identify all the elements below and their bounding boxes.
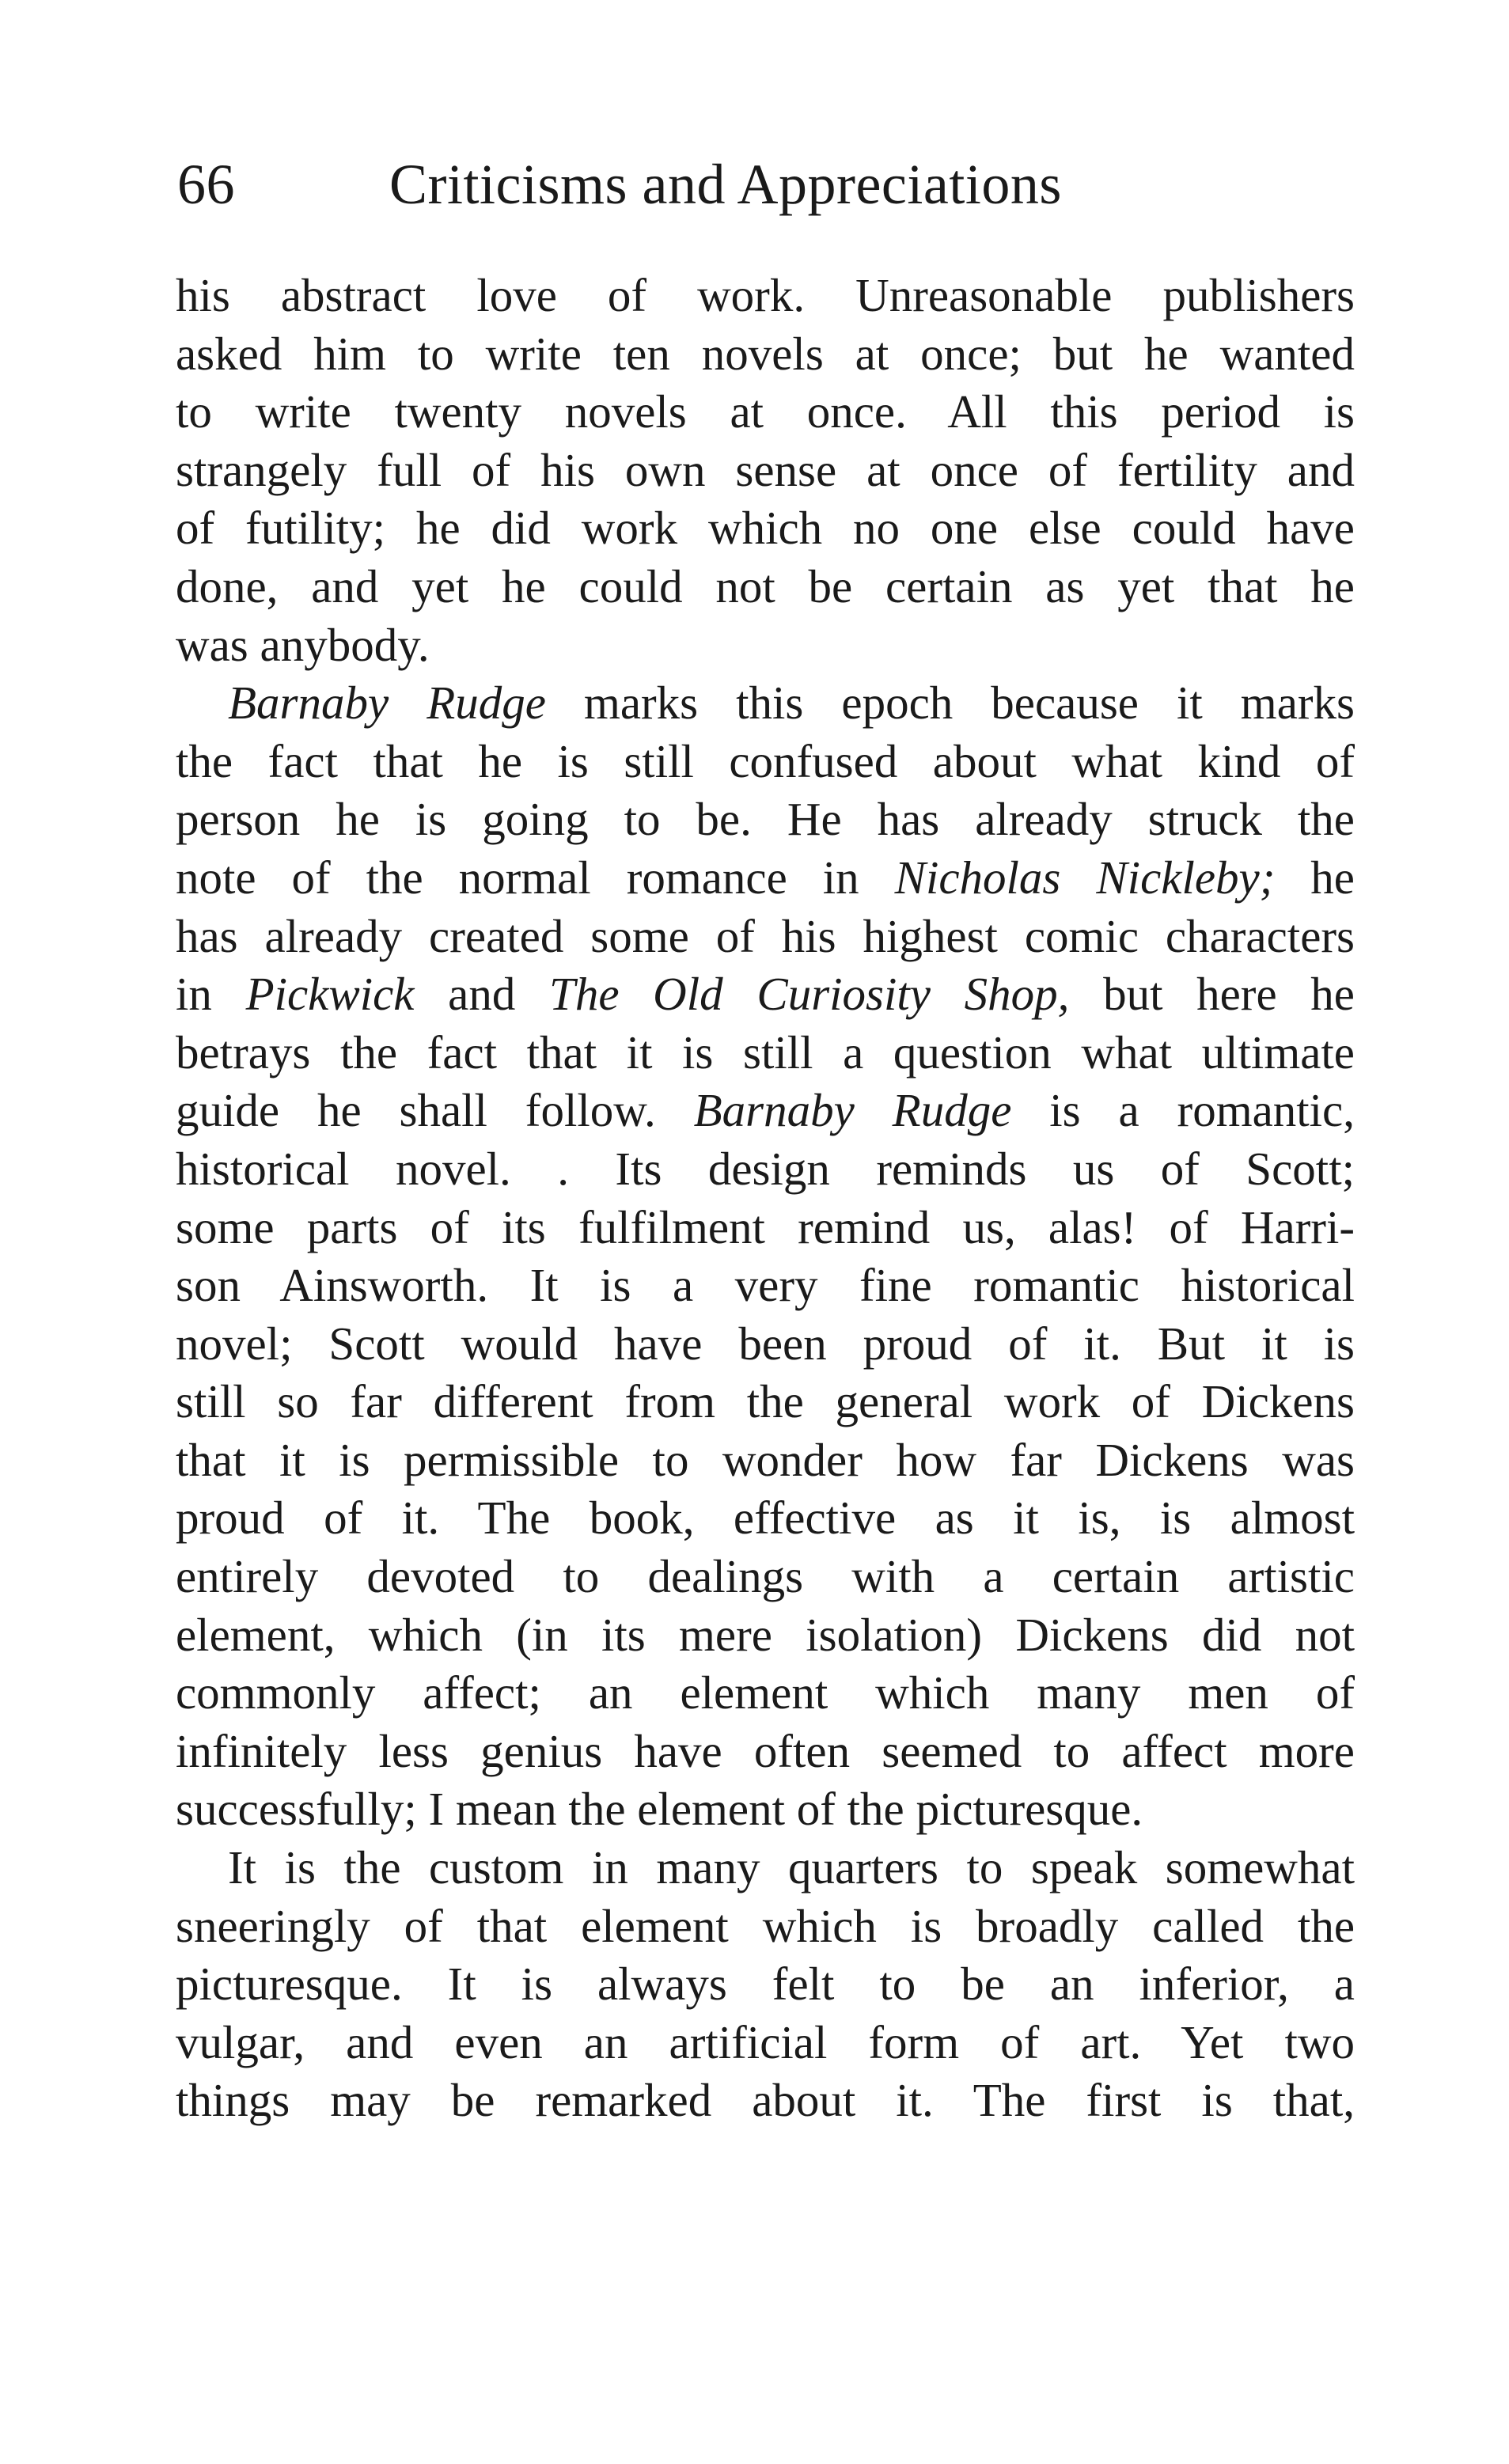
text-line: picturesque. It is always felt to be an inferior, a (176, 1958, 1355, 2011)
page-header (177, 149, 1364, 220)
text-line: things may be remarked about it. The first is that, (176, 2074, 1355, 2127)
text-run: in (176, 968, 246, 1021)
text-line: son Ainsworth. It is a very fine romantic historical (176, 1259, 1355, 1312)
text-line: still so far different from the general work of Dickens (176, 1375, 1355, 1428)
text-line: infinitely less genius have often seemed to affect more (176, 1724, 1355, 1777)
text-line (176, 849, 1355, 908)
text-line: vulgar, and even an artificial form of art. Yet two (176, 2015, 1355, 2068)
text-line: historical novel. . Its design reminds us of Scott; (176, 1142, 1355, 1195)
text-line: entirely devoted to dealings with a certain artistic (176, 1550, 1355, 1603)
text-line (176, 965, 1355, 1024)
text-line: done, and yet he could not be certain as yet that he (176, 559, 1355, 612)
text-line: asked him to write ten novels at once; but he wanted (176, 327, 1355, 380)
text-line: has already created some of his highest comic characters (176, 909, 1355, 962)
text-line: proud of it. The book, effective as it is, is almost (176, 1492, 1355, 1545)
text-run: and (414, 968, 550, 1021)
text-line: It is the custom in many quarters to speak somewhat (228, 1841, 1355, 1894)
running-title: Criticisms and Appreciations (389, 153, 1062, 216)
text-line: that it is permissible to wonder how far Dickens was (176, 1433, 1355, 1486)
text-line: successfully; I mean the element of the picturesque. (176, 1783, 1143, 1836)
text-line: commonly affect; an element which many men of (176, 1666, 1355, 1719)
text-line (176, 674, 1355, 733)
text-line (176, 1082, 1355, 1140)
book-title-italic: Pickwick (245, 968, 415, 1021)
text-line: strangely full of his own sense at once of fertility and (176, 443, 1355, 496)
text-line: his abstract love of work. Unreasonable publishers (176, 269, 1355, 321)
text-line: novel; Scott would have been proud of it. But it is (176, 1317, 1355, 1370)
text-run: is a romantic, (1011, 1084, 1355, 1137)
text-run: he (1275, 851, 1355, 904)
book-title-italic: Barnaby Rudge (693, 1084, 1012, 1137)
text-run: marks this epoch because it marks (545, 677, 1355, 730)
text-line: sneeringly of that element which is broadly called the (176, 1899, 1355, 1952)
text-line: of futility; he did work which no one else could have (176, 502, 1355, 555)
text-line: to write twenty novels at once. All this period is (176, 385, 1355, 438)
text-line: was anybody. (176, 618, 430, 671)
body-text (176, 267, 1355, 2130)
text-run: note of the normal romance in (176, 851, 895, 904)
text-line: some parts of its fulfilment remind us, alas! of Harri- (176, 1200, 1355, 1253)
book-title-italic: Barnaby Rudge (228, 677, 546, 730)
page-number: 66 (177, 153, 235, 216)
text-line: betrays the fact that it is still a question what ultimate (176, 1025, 1355, 1078)
text-run: guide he shall follow. (176, 1084, 694, 1137)
text-line: the fact that he is still confused about what kind of (176, 734, 1355, 787)
book-title-italic: Nicholas Nickleby; (894, 851, 1276, 904)
book-title-italic: The Old Curiosity Shop, (549, 968, 1070, 1021)
text-run: but here he (1069, 968, 1355, 1021)
text-line: person he is going to be. He has already struck the (176, 793, 1355, 846)
text-line: element, which (in its mere isolation) Dickens did not (176, 1608, 1355, 1661)
